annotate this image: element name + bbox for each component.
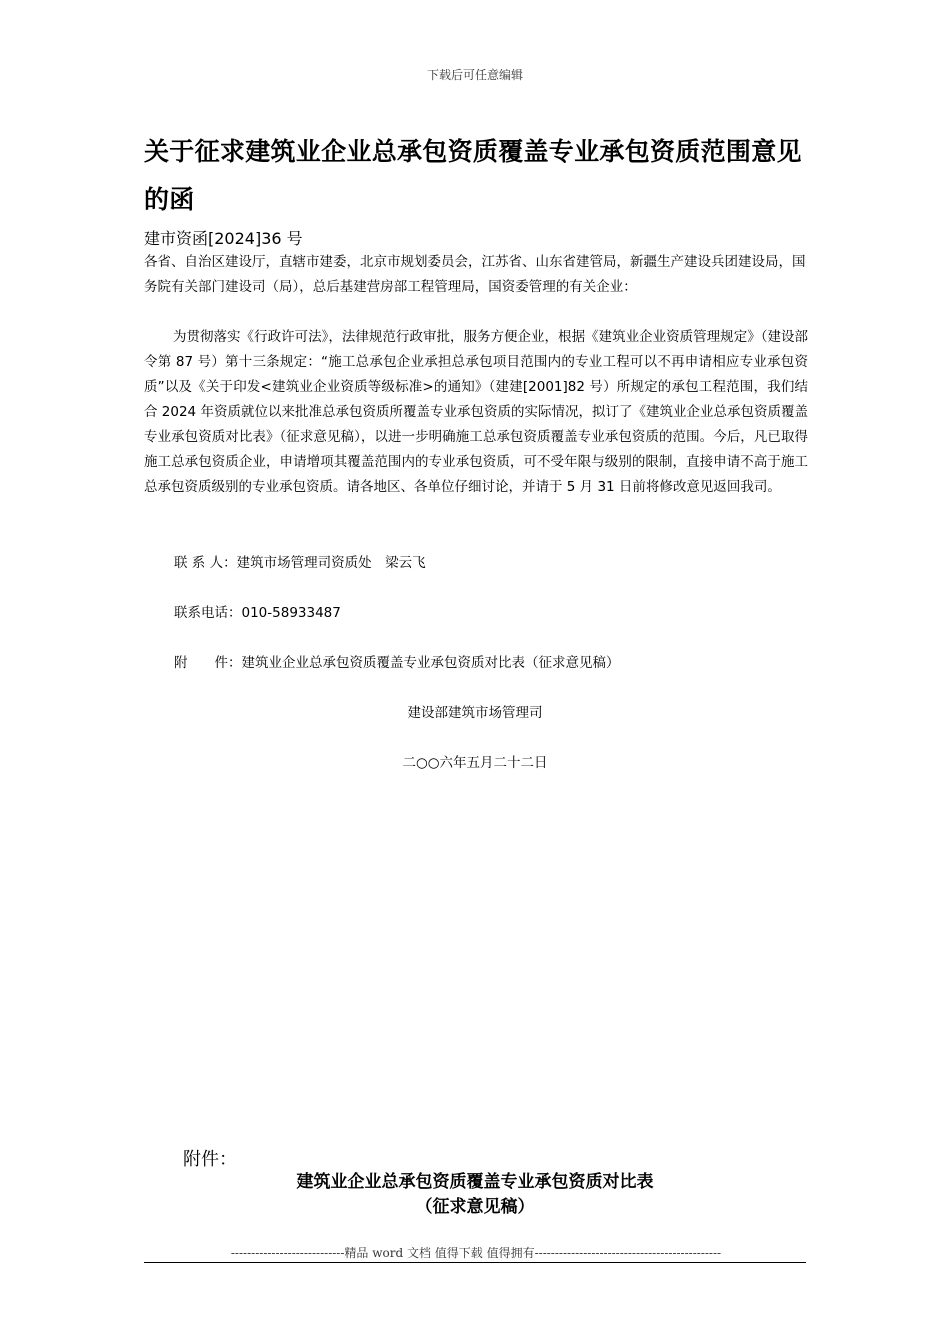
annex-title-sub: （征求意见稿）	[415, 1197, 535, 1217]
contact-phone: 联系电话：010-58933487	[174, 605, 341, 621]
annex-title	[0, 1170, 950, 1220]
contact-person: 联 系 人：建筑市场管理司资质处 梁云飞	[174, 555, 426, 571]
footer-rule	[144, 1262, 806, 1263]
document-number: 建市资函[2024]36 号	[144, 229, 303, 248]
document-title: 关于征求建筑业企业总承包资质覆盖专业承包资质范围意见的函	[144, 137, 802, 214]
attachment-line: 附 件：建筑业企业总承包资质覆盖专业承包资质对比表（征求意见稿）	[174, 655, 620, 671]
annex-title-main: 建筑业企业总承包资质覆盖专业承包资质对比表	[296, 1172, 654, 1192]
body-paragraph: 为贯彻落实《行政许可法》，法律规范行政审批，服务方便企业，根据《建筑业企业资质管理规定》（建设部令第 87 号）第十三条规定：“施工总承包企业承担总承包项目范围内的专业工程可以不再申请相应专业承包资质”以及《关于印发<建筑业企业资质等级标准>的通知》（建建[2001]82 号）所规定的承包工程范围，我们结合 2024 年资质就位以来批准总承包资质所覆盖专业承包资质的实际情况，拟订了《建筑业企业总承包资质覆盖专业承包资质对比表》（征求意见稿），以进一步明确施工总承包资质覆盖专业承包资质的范围。今后，凡已取得施工总承包资质企业，申请增项其覆盖范围内的专业承包资质，可不受年限与级别的限制，直接申请不高于施工总承包资质级别的专业承包资质。请各地区、各单位仔细讨论，并请于 5 月 31 日前将修改意见返回我司。	[144, 329, 808, 495]
header-note: 下载后可任意编辑	[426, 68, 523, 82]
issue-date: 二○○六年五月二十二日	[402, 755, 548, 771]
issuer: 建设部建筑市场管理司	[407, 705, 543, 721]
annex-label: 附件：	[183, 1149, 237, 1170]
addressees-paragraph: 各省、自治区建设厅，直辖市建委，北京市规划委员会，江苏省、山东省建管局，新疆生产建设兵团建设局，国务院有关部门建设司（局），总后基建营房部工程管理局，国资委管理的有关企业：	[144, 254, 806, 295]
footer-note: ----------------------------精品 word 文档 值得下载 值得拥有----------------------------------------------	[230, 1246, 722, 1260]
